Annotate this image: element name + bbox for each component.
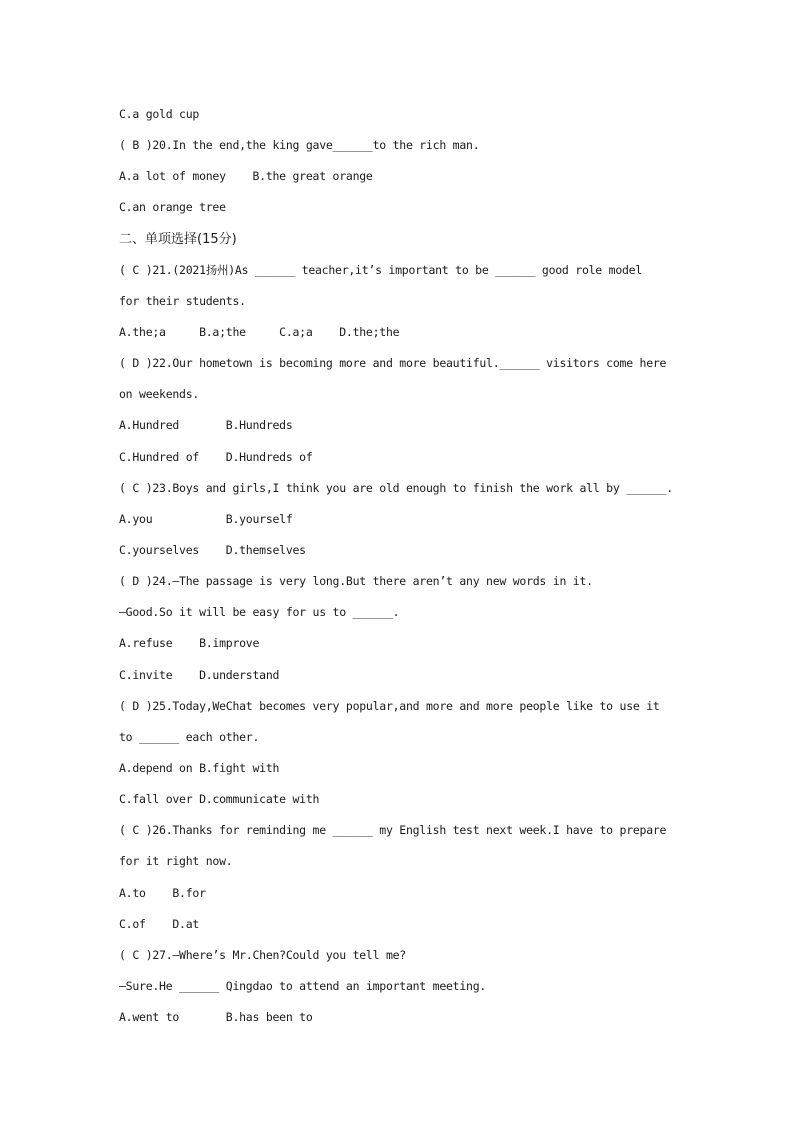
option-line: C.an orange tree xyxy=(119,200,226,215)
question-20: ( B )20.In the end,the king gave______to the rich man. xyxy=(119,138,480,153)
question-26-continued: for it right now. xyxy=(119,854,233,869)
question-22: ( D )22.Our hometown is becoming more and more beautiful.______ visitors come here xyxy=(119,356,667,371)
option-line: A.Hundred B.Hundreds xyxy=(119,418,293,433)
option-line: C.of D.at xyxy=(119,916,200,931)
question-27: ( C )27.—Where’s Mr.Chen?Could you tell me? xyxy=(119,947,406,962)
option-line: C.fall over D.communicate with xyxy=(119,792,320,807)
option-line: A.depend on B.fight with xyxy=(119,760,280,775)
question-27-reply: —Sure.He ______ Qingdao to attend an important meeting. xyxy=(119,978,487,993)
question-22-continued: on weekends. xyxy=(119,387,200,402)
question-24-reply: —Good.So it will be easy for us to ______. xyxy=(119,605,400,620)
section-heading: 二、单项选择(15分) xyxy=(119,231,237,247)
option-line: C.a gold cup xyxy=(119,107,200,121)
question-21: ( C )21.(2021扬州)As ______ teacher,it’s important to be ______ good role model xyxy=(119,262,643,277)
question-24: ( D )24.—The passage is very long.But there aren’t any new words in it. xyxy=(119,574,593,589)
question-26: ( C )26.Thanks for reminding me ______ my English test next week.I have to prepare xyxy=(119,823,667,838)
option-line: A.to B.for xyxy=(119,885,206,900)
option-line: A.went to B.has been to xyxy=(119,1010,313,1025)
option-line: A.you B.yourself xyxy=(119,511,293,526)
option-line: A.the;a B.a;the C.a;a D.the;the xyxy=(119,324,400,339)
option-line: C.Hundred of D.Hundreds of xyxy=(119,449,313,464)
question-23: ( C )23.Boys and girls,I think you are old enough to finish the work all by ______. xyxy=(119,480,673,495)
option-line: A.refuse B.improve xyxy=(119,636,260,651)
option-line: C.invite D.understand xyxy=(119,667,280,682)
document-page xyxy=(119,99,689,1033)
question-21-continued: for their students. xyxy=(119,293,246,308)
question-25: ( D )25.Today,WeChat becomes very popular,and more and more people like to use it xyxy=(119,698,660,713)
option-line: C.yourselves D.themselves xyxy=(119,542,306,557)
option-line: A.a lot of money B.the great orange xyxy=(119,169,373,184)
question-25-continued: to ______ each other. xyxy=(119,729,260,744)
